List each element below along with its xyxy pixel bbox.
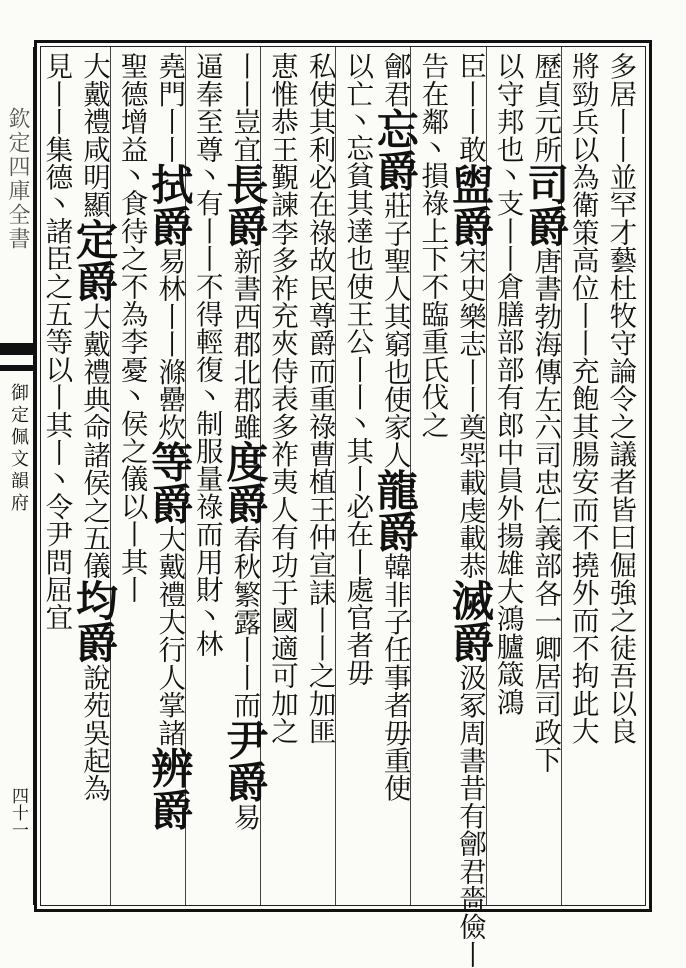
- text-run: 支丨丨倉膳部部有郎中員外揚雄大鴻臚箴鴻: [491, 189, 524, 716]
- text-run: 易林丨丨滌罍炊: [153, 246, 186, 441]
- mark: 丶: [342, 410, 373, 437]
- text-column: [70, 52, 119, 902]
- text-run: 以守邦也: [491, 52, 524, 163]
- headword: 尹爵: [220, 718, 270, 803]
- fishtail-mark-top: [0, 343, 34, 355]
- text-column: [446, 52, 495, 968]
- text-run: 告在鄰: [416, 52, 449, 136]
- banner-strip: [0, 47, 34, 905]
- text-run: 私使其利必在祿故民尊爵而重祿曹植王仲宣誄丨丨之加匪: [303, 52, 336, 745]
- headword: 辨爵: [145, 746, 195, 831]
- mark: 丶: [342, 107, 373, 134]
- text-run: 將勁兵以為衛策高位丨丨充飽其腸安而不撓外而不拘此大: [566, 52, 599, 745]
- fishtail-mark-bottom: [0, 365, 34, 371]
- text-column: [220, 52, 270, 902]
- headword: 度爵: [220, 440, 270, 525]
- mark: 丶: [41, 466, 72, 493]
- headword: 滅爵: [446, 579, 495, 664]
- text-run: 大戴禮大行人掌諸: [153, 524, 186, 747]
- text-run: 春秋繁露丨丨而: [228, 524, 261, 719]
- headword: 均爵: [70, 579, 119, 664]
- headword: 龍爵: [370, 468, 420, 553]
- text-run: 臣丨丨敢: [454, 52, 486, 163]
- page-number: 四十一: [8, 787, 28, 838]
- headword: 長爵: [220, 162, 270, 247]
- headword: 司爵: [521, 162, 571, 247]
- mark: 丶: [41, 190, 72, 217]
- text-run: 多居丨丨並罕才藝杜牧守論令之議者皆曰倔強之徒吾以良: [604, 52, 637, 745]
- text-column: [598, 52, 642, 902]
- text-run: 大戴禮典命諸侯之五儀: [78, 302, 110, 580]
- headword: 盥爵: [446, 162, 495, 247]
- text-column: [370, 52, 420, 902]
- text-run: 以亡: [341, 52, 374, 108]
- mark: 丶: [116, 382, 147, 410]
- text-run: 損祿上下不臨重氏伐之: [416, 161, 449, 439]
- text-run: 唐書勃海傳左六司忠仁義部各一卿居司政下: [529, 246, 562, 774]
- text-run: 堯門丨丨: [153, 52, 186, 163]
- mark: 丶: [191, 162, 222, 190]
- text-column: [521, 52, 571, 902]
- text-run: 逼奉至尊: [190, 52, 223, 163]
- mark: 丶: [116, 162, 147, 190]
- text-run: 說苑吳起為: [78, 663, 110, 802]
- mark: 丶: [492, 162, 523, 190]
- text-run: 食待之不為李憂: [115, 189, 148, 383]
- headword: 定爵: [70, 218, 119, 303]
- text-run: 忘貧其達也使王公丨丨: [341, 133, 374, 411]
- headword: 忘爵: [370, 107, 420, 192]
- banner-subtitle: 御定佩文韻府: [8, 383, 29, 515]
- text-run: 易: [228, 802, 261, 831]
- text-column: [145, 52, 195, 902]
- text-run: 莊子聖人其窮也使家人: [378, 191, 411, 469]
- text-run: 令尹問屈宜: [40, 492, 73, 631]
- text-column: [34, 52, 78, 902]
- text-run: 見丨丨集德: [40, 52, 73, 191]
- text-run: 聖德增益: [115, 52, 148, 163]
- text-run: 新書西郡北郡雖: [228, 246, 261, 441]
- text-run: 歷貞元所: [529, 52, 562, 163]
- banner-title: 欽定四庫全書: [5, 107, 30, 251]
- text-run: 恵惟恭王覲諫李多祚充夾侍表多祚夷人有功于國適可加之: [266, 52, 298, 745]
- text-run: 侯之儀以丨其丨: [115, 409, 148, 604]
- mark: 丶: [191, 382, 222, 410]
- text-run: 有丨丨不得輕復: [190, 189, 223, 383]
- text-column: [335, 52, 379, 902]
- text-column: [298, 52, 342, 902]
- text-run: 丨丨豈宜: [228, 52, 261, 163]
- text-run: 汲冢周書昔有鄶君嗇儉丨: [454, 663, 486, 968]
- text-run: 鄶君: [378, 52, 411, 108]
- text-run: 宋史樂志丨丨奠斝載虔載恭: [454, 246, 486, 580]
- text-column: [110, 52, 154, 902]
- mark: 丶: [191, 603, 222, 630]
- headword: 等爵: [145, 440, 195, 525]
- mark: 丶: [417, 135, 448, 162]
- text-run: 大戴禮咸明顯: [78, 52, 110, 219]
- text-run: 韓非子任事者毋重使: [378, 552, 411, 802]
- headword: 拭爵: [145, 162, 195, 247]
- text-run: 諸臣之五等以丨其丨: [40, 216, 73, 467]
- text-run: 林: [190, 629, 223, 657]
- text-run: 制服量祿而用財: [190, 409, 223, 604]
- text-run: 其丨必在丨處官者毋: [341, 436, 374, 687]
